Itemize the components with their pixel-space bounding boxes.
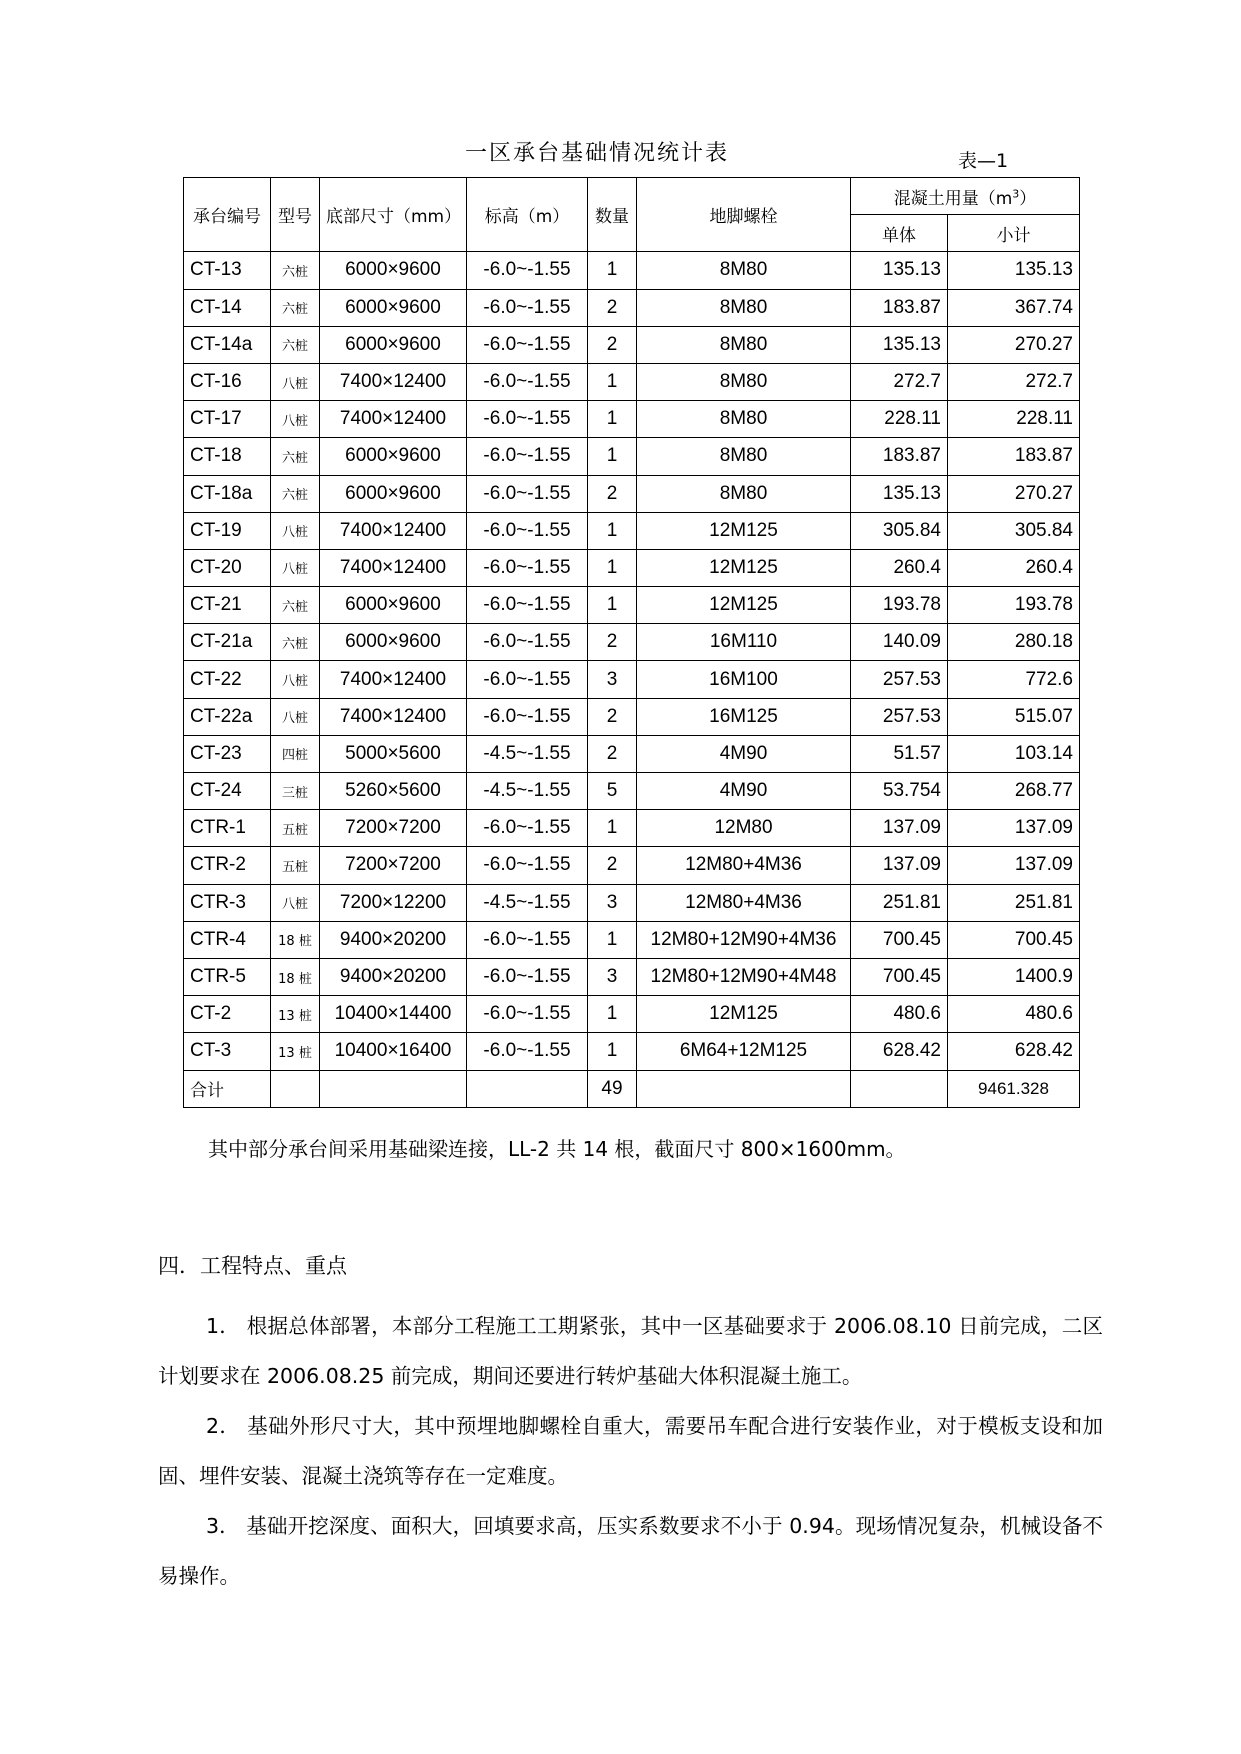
cell-type: 三桩 — [271, 773, 320, 810]
cell-anchor-bolt: 16M125 — [637, 698, 851, 735]
cell-subtotal: 260.4 — [948, 549, 1080, 586]
cell-anchor-bolt: 8M80 — [637, 363, 851, 400]
cell-size: 6000×9600 — [320, 475, 467, 512]
table-row — [184, 475, 1080, 512]
cell-code: CT-14 — [184, 289, 271, 326]
cell-type: 18 桩 — [271, 921, 320, 958]
cell-code: CT-21a — [184, 624, 271, 661]
cell-subtotal: 772.6 — [948, 661, 1080, 698]
cell-quantity: 2 — [588, 289, 637, 326]
header-size: 底部尺寸（mm） — [320, 178, 467, 252]
cell-code: CT-20 — [184, 549, 271, 586]
table-row — [184, 810, 1080, 847]
cell-subtotal: 367.74 — [948, 289, 1080, 326]
cell-code: CT-21 — [184, 587, 271, 624]
header-concrete: 混凝土用量$(m^3)$ — [851, 178, 1080, 215]
cell-unit-volume: 260.4 — [851, 549, 948, 586]
cell-elevation: -6.0~-1.55 — [467, 847, 588, 884]
cell-unit-volume: 272.7 — [851, 363, 948, 400]
cell-type: 八桩 — [271, 698, 320, 735]
cell-subtotal: 280.18 — [948, 624, 1080, 661]
cell-elevation: -6.0~-1.55 — [467, 289, 588, 326]
cell-type: 五桩 — [271, 847, 320, 884]
cell-subtotal: 270.27 — [948, 326, 1080, 363]
paragraph-1: 1． 根据总体部署，本部分工程施工工期紧张，其中一区基础要求于 2006.08.10 日前完成，二区计划要求在 2006.08.25 前完成，期间还要进行转炉基础大体积混凝土施工。 — [158, 1314, 1103, 1388]
cell-elevation: -6.0~-1.55 — [467, 252, 588, 289]
header-anchor-bolt: 地脚螺栓 — [637, 178, 851, 252]
cell-elevation: -6.0~-1.55 — [467, 810, 588, 847]
cell-anchor-bolt: 4M90 — [637, 773, 851, 810]
cell-elevation: -4.5~-1.55 — [467, 773, 588, 810]
cell-elevation: -6.0~-1.55 — [467, 921, 588, 958]
cell-code: CT-19 — [184, 512, 271, 549]
header-unit: 单体 — [851, 215, 948, 252]
cell-quantity: 3 — [588, 884, 637, 921]
cell-unit-volume: 257.53 — [851, 661, 948, 698]
cell-subtotal: 480.6 — [948, 996, 1080, 1033]
total-quantity: 49 — [588, 1070, 637, 1107]
cell-anchor-bolt: 12M125 — [637, 549, 851, 586]
cell-code: CT-23 — [184, 735, 271, 772]
cell-code: CT-17 — [184, 401, 271, 438]
cell-elevation: -6.0~-1.55 — [467, 549, 588, 586]
cell-subtotal: 137.09 — [948, 810, 1080, 847]
cell-anchor-bolt: 4M90 — [637, 735, 851, 772]
cell-elevation: -6.0~-1.55 — [467, 624, 588, 661]
cell-quantity: 1 — [588, 401, 637, 438]
cell-quantity: 1 — [588, 438, 637, 475]
table-row — [184, 363, 1080, 400]
cell-anchor-bolt: 16M100 — [637, 661, 851, 698]
cell-size: 5260×5600 — [320, 773, 467, 810]
cell-code: CT-22a — [184, 698, 271, 735]
table-row — [184, 661, 1080, 698]
cell-quantity: 2 — [588, 624, 637, 661]
cell-code: CTR-3 — [184, 884, 271, 921]
cell-anchor-bolt: 16M110 — [637, 624, 851, 661]
table-row — [184, 624, 1080, 661]
cell-subtotal: 700.45 — [948, 921, 1080, 958]
cell-type: 六桩 — [271, 438, 320, 475]
cell-size: 5000×5600 — [320, 735, 467, 772]
cell-size: 7400×12400 — [320, 512, 467, 549]
cell-quantity: 2 — [588, 475, 637, 512]
cell-code: CT-18 — [184, 438, 271, 475]
table-row — [184, 252, 1080, 289]
cell-size: 10400×14400 — [320, 996, 467, 1033]
cell-size: 6000×9600 — [320, 587, 467, 624]
cell-subtotal: 1400.9 — [948, 958, 1080, 995]
cell-size: 9400×20200 — [320, 921, 467, 958]
table-title: 一区承台基础情况统计表 — [465, 141, 730, 166]
cell-anchor-bolt: 8M80 — [637, 475, 851, 512]
cell-unit-volume: 257.53 — [851, 698, 948, 735]
cell-unit-volume: 183.87 — [851, 438, 948, 475]
cell-size: 7400×12400 — [320, 363, 467, 400]
cell-subtotal: 628.42 — [948, 1033, 1080, 1070]
cell-subtotal: 135.13 — [948, 252, 1080, 289]
cell-anchor-bolt: 8M80 — [637, 252, 851, 289]
cell-elevation: -6.0~-1.55 — [467, 996, 588, 1033]
cell-unit-volume: 193.78 — [851, 587, 948, 624]
table-row — [184, 438, 1080, 475]
table-row — [184, 921, 1080, 958]
cell-size: 7200×12200 — [320, 884, 467, 921]
cell-elevation: -6.0~-1.55 — [467, 661, 588, 698]
cell-quantity: 1 — [588, 512, 637, 549]
table-header-row — [184, 178, 1080, 215]
cell-size: 9400×20200 — [320, 958, 467, 995]
cell-elevation: -6.0~-1.55 — [467, 326, 588, 363]
table-row — [184, 549, 1080, 586]
cell-subtotal: 228.11 — [948, 401, 1080, 438]
cell-anchor-bolt: 8M80 — [637, 326, 851, 363]
table-row — [184, 773, 1080, 810]
table-row — [184, 512, 1080, 549]
total-empty — [271, 1070, 320, 1107]
cell-anchor-bolt: 12M80+12M90+4M36 — [637, 921, 851, 958]
cell-subtotal: 183.87 — [948, 438, 1080, 475]
table-number: 表—1 — [958, 150, 1009, 172]
cell-quantity: 5 — [588, 773, 637, 810]
cell-quantity: 2 — [588, 698, 637, 735]
cell-size: 10400×16400 — [320, 1033, 467, 1070]
cell-unit-volume: 135.13 — [851, 475, 948, 512]
cell-unit-volume: 135.13 — [851, 326, 948, 363]
cell-anchor-bolt: 12M125 — [637, 996, 851, 1033]
cell-type: 八桩 — [271, 363, 320, 400]
cell-quantity: 1 — [588, 252, 637, 289]
cell-type: 六桩 — [271, 587, 320, 624]
table-total-row — [184, 1070, 1080, 1107]
cell-unit-volume: 183.87 — [851, 289, 948, 326]
cell-size: 6000×9600 — [320, 624, 467, 661]
cell-type: 13 桩 — [271, 1033, 320, 1070]
pile-cap-stats-table — [183, 177, 1080, 1108]
cell-subtotal: 137.09 — [948, 847, 1080, 884]
cell-elevation: -6.0~-1.55 — [467, 363, 588, 400]
cell-quantity: 1 — [588, 1033, 637, 1070]
table-row — [184, 698, 1080, 735]
cell-size: 7400×12400 — [320, 661, 467, 698]
cell-subtotal: 193.78 — [948, 587, 1080, 624]
table-row — [184, 587, 1080, 624]
cell-size: 6000×9600 — [320, 252, 467, 289]
cell-elevation: -6.0~-1.55 — [467, 698, 588, 735]
cell-type: 八桩 — [271, 401, 320, 438]
cell-elevation: -6.0~-1.55 — [467, 475, 588, 512]
total-subtotal: 9461.328 — [948, 1070, 1080, 1107]
cell-quantity: 1 — [588, 363, 637, 400]
table-row — [184, 326, 1080, 363]
cell-type: 六桩 — [271, 252, 320, 289]
cell-unit-volume: 700.45 — [851, 958, 948, 995]
table-row — [184, 1033, 1080, 1070]
cell-type: 八桩 — [271, 549, 320, 586]
cell-quantity: 3 — [588, 661, 637, 698]
paragraph-3: 3． 基础开挖深度、面积大，回填要求高，压实系数要求不小于 0.94。现场情况复杂，机械设备不易操作。 — [158, 1514, 1103, 1588]
cell-anchor-bolt: 6M64+12M125 — [637, 1033, 851, 1070]
header-type: 型号 — [271, 178, 320, 252]
cell-unit-volume: 51.57 — [851, 735, 948, 772]
cell-type: 六桩 — [271, 475, 320, 512]
cell-size: 7400×12400 — [320, 401, 467, 438]
total-label: 合计 — [184, 1070, 271, 1107]
cell-size: 6000×9600 — [320, 326, 467, 363]
cell-quantity: 1 — [588, 996, 637, 1033]
cell-code: CTR-5 — [184, 958, 271, 995]
cell-anchor-bolt: 12M125 — [637, 512, 851, 549]
cell-elevation: -6.0~-1.55 — [467, 401, 588, 438]
cell-elevation: -6.0~-1.55 — [467, 958, 588, 995]
table-row — [184, 884, 1080, 921]
cell-type: 八桩 — [271, 512, 320, 549]
cell-type: 六桩 — [271, 326, 320, 363]
cell-unit-volume: 251.81 — [851, 884, 948, 921]
cell-size: 6000×9600 — [320, 438, 467, 475]
cell-quantity: 2 — [588, 326, 637, 363]
table-row — [184, 996, 1080, 1033]
cell-subtotal: 268.77 — [948, 773, 1080, 810]
table-body — [184, 252, 1080, 1107]
cell-subtotal: 272.7 — [948, 363, 1080, 400]
cell-anchor-bolt: 8M80 — [637, 401, 851, 438]
cell-quantity: 2 — [588, 847, 637, 884]
cell-quantity: 1 — [588, 921, 637, 958]
cell-type: 18 桩 — [271, 958, 320, 995]
cell-code: CT-18a — [184, 475, 271, 512]
cell-size: 7200×7200 — [320, 847, 467, 884]
cell-anchor-bolt: 12M125 — [637, 587, 851, 624]
cell-unit-volume: 228.11 — [851, 401, 948, 438]
table-row — [184, 401, 1080, 438]
cell-type: 八桩 — [271, 884, 320, 921]
cell-anchor-bolt: 12M80+4M36 — [637, 847, 851, 884]
cell-size: 7200×7200 — [320, 810, 467, 847]
table-row — [184, 289, 1080, 326]
cell-type: 八桩 — [271, 661, 320, 698]
cell-quantity: 3 — [588, 958, 637, 995]
cell-elevation: -6.0~-1.55 — [467, 438, 588, 475]
total-empty — [320, 1070, 467, 1107]
cell-quantity: 2 — [588, 735, 637, 772]
cell-subtotal: 103.14 — [948, 735, 1080, 772]
cell-subtotal: 251.81 — [948, 884, 1080, 921]
cell-unit-volume: 135.13 — [851, 252, 948, 289]
cell-subtotal: 305.84 — [948, 512, 1080, 549]
cell-code: CT-14a — [184, 326, 271, 363]
cell-size: 7400×12400 — [320, 698, 467, 735]
cell-code: CT-2 — [184, 996, 271, 1033]
cell-code: CT-24 — [184, 773, 271, 810]
cell-unit-volume: 137.09 — [851, 847, 948, 884]
cell-subtotal: 270.27 — [948, 475, 1080, 512]
cell-anchor-bolt: 8M80 — [637, 438, 851, 475]
header-elevation: 标高（m） — [467, 178, 588, 252]
cell-elevation: -6.0~-1.55 — [467, 587, 588, 624]
cell-unit-volume: 53.754 — [851, 773, 948, 810]
cell-size: 6000×9600 — [320, 289, 467, 326]
cell-type: 四桩 — [271, 735, 320, 772]
cell-type: 六桩 — [271, 624, 320, 661]
table-row — [184, 847, 1080, 884]
cell-code: CT-13 — [184, 252, 271, 289]
paragraph-2: 2． 基础外形尺寸大，其中预埋地脚螺栓自重大，需要吊车配合进行安装作业，对于模板支设和加固、埋件安装、混凝土浇筑等存在一定难度。 — [158, 1414, 1103, 1488]
cell-unit-volume: 628.42 — [851, 1033, 948, 1070]
cell-code: CTR-2 — [184, 847, 271, 884]
cell-code: CT-3 — [184, 1033, 271, 1070]
cell-type: 13 桩 — [271, 996, 320, 1033]
cell-subtotal: 515.07 — [948, 698, 1080, 735]
cell-anchor-bolt: 12M80+12M90+4M48 — [637, 958, 851, 995]
cell-elevation: -6.0~-1.55 — [467, 1033, 588, 1070]
header-subtotal: 小计 — [948, 215, 1080, 252]
cell-quantity: 1 — [588, 549, 637, 586]
total-empty — [637, 1070, 851, 1107]
table-row — [184, 735, 1080, 772]
cell-code: CT-16 — [184, 363, 271, 400]
cell-size: 7400×12400 — [320, 549, 467, 586]
total-empty — [467, 1070, 588, 1107]
cell-quantity: 1 — [588, 810, 637, 847]
table-row — [184, 958, 1080, 995]
cell-quantity: 1 — [588, 587, 637, 624]
cell-code: CTR-1 — [184, 810, 271, 847]
header-code: 承台编号 — [184, 178, 271, 252]
cell-unit-volume: 480.6 — [851, 996, 948, 1033]
cell-anchor-bolt: 12M80 — [637, 810, 851, 847]
cell-elevation: -4.5~-1.55 — [467, 735, 588, 772]
cell-unit-volume: 137.09 — [851, 810, 948, 847]
cell-code: CT-22 — [184, 661, 271, 698]
cell-unit-volume: 700.45 — [851, 921, 948, 958]
cell-unit-volume: 305.84 — [851, 512, 948, 549]
cell-elevation: -4.5~-1.55 — [467, 884, 588, 921]
cell-type: 六桩 — [271, 289, 320, 326]
total-empty — [851, 1070, 948, 1107]
cell-unit-volume: 140.09 — [851, 624, 948, 661]
cell-type: 五桩 — [271, 810, 320, 847]
cell-code: CTR-4 — [184, 921, 271, 958]
cell-anchor-bolt: 12M80+4M36 — [637, 884, 851, 921]
cell-anchor-bolt: 8M80 — [637, 289, 851, 326]
beam-note: 其中部分承台间采用基础梁连接，LL-2 共 14 根，截面尺寸 800×1600mm。 — [208, 1137, 906, 1161]
cell-elevation: -6.0~-1.55 — [467, 512, 588, 549]
section-heading: 四．工程特点、重点 — [158, 1254, 347, 1278]
header-quantity: 数量 — [588, 178, 637, 252]
